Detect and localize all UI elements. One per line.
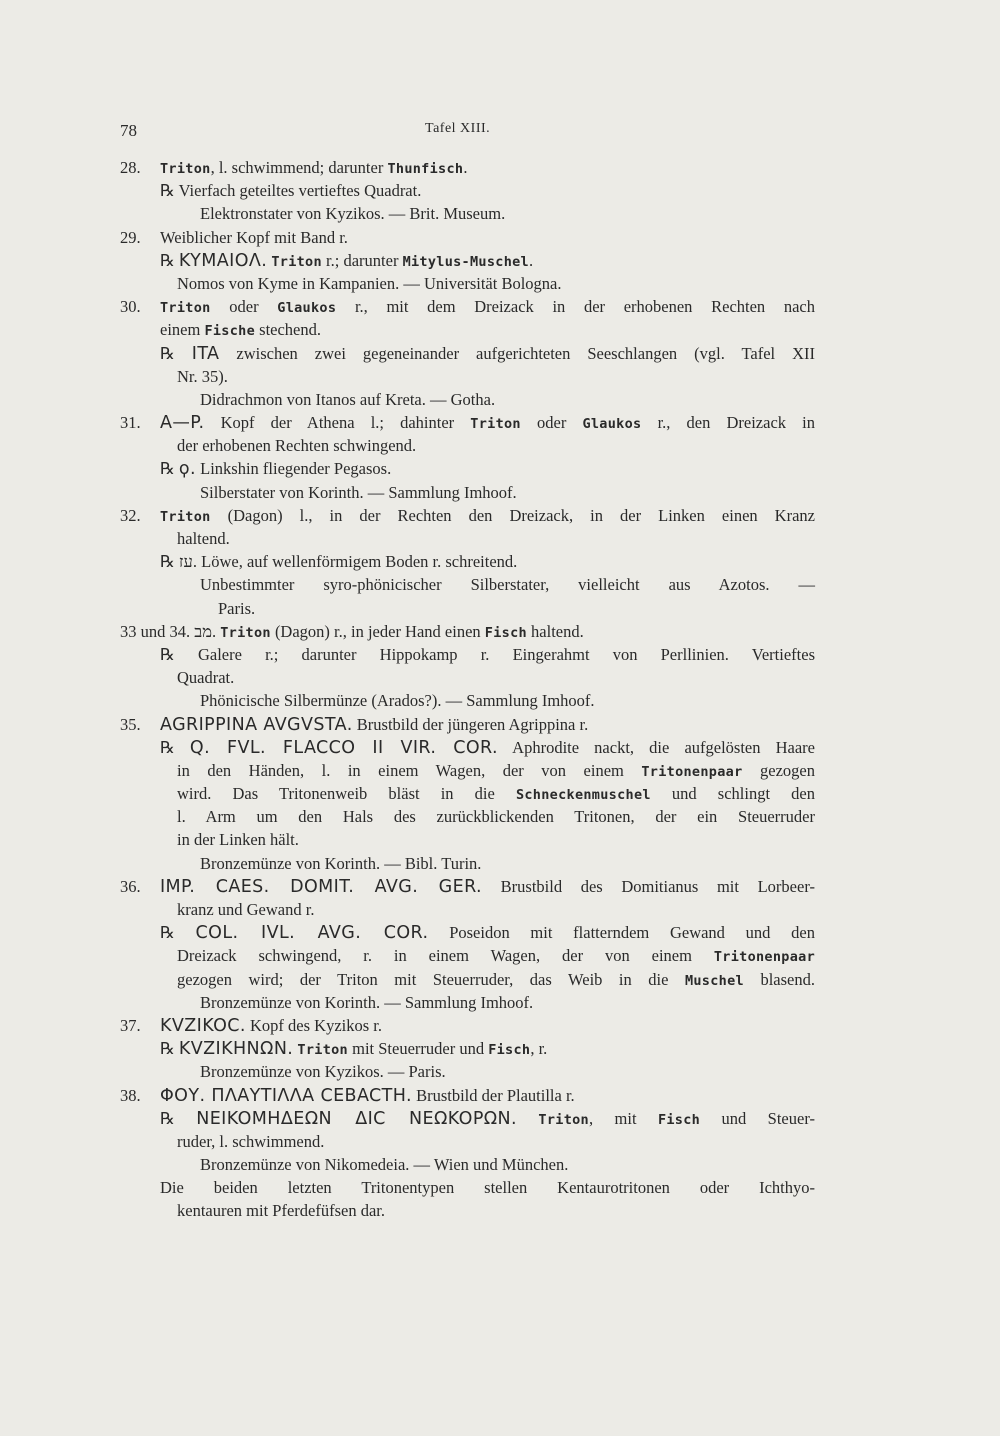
- text-line: [120, 713, 815, 736]
- text-line: [120, 875, 815, 898]
- text-run: ℞: [160, 250, 179, 270]
- text-run: ℞: [160, 923, 196, 943]
- text-run: haltend.: [526, 621, 584, 641]
- text-run: Weiblicher Kopf mit Band r.: [160, 227, 348, 247]
- text-run: Poseidon mit flatterndem Gewand und den: [428, 923, 815, 943]
- text-run: Nr. 35).: [177, 366, 228, 386]
- text-run: ℞: [160, 737, 190, 757]
- page-header: [120, 121, 820, 143]
- spaced-term: Fisch: [657, 1111, 701, 1128]
- text-run: und Steuer-: [700, 1108, 815, 1128]
- text-line: [120, 365, 815, 388]
- text-run: Brustbild des Domitianus mit Lorbeer-: [482, 876, 815, 896]
- text-line: [120, 921, 815, 944]
- text-run: Bronzemünze von Kyzikos. — Paris.: [200, 1062, 446, 1082]
- text-line: [120, 1199, 815, 1222]
- text-line: [120, 1037, 815, 1060]
- text-line: [120, 272, 815, 295]
- text-line: [120, 597, 815, 620]
- entry-number: 37.: [120, 1015, 141, 1035]
- text-line: [120, 179, 815, 202]
- text-line: [120, 457, 815, 480]
- plate-title: Tafel XIII.: [425, 121, 491, 136]
- text-run: Bronzemünze von Korinth. — Sammlung Imhoof.: [200, 992, 534, 1012]
- text-line: [120, 689, 815, 712]
- coin-legend: Q. FVL. FLACCO II VIR. COR.: [189, 737, 498, 758]
- text-run: ℞: [160, 343, 192, 363]
- text-run: r.; darunter: [321, 250, 403, 270]
- text-run: Kopf des Kyzikos r.: [245, 1015, 382, 1035]
- text-run: ℞ Vierfach geteiltes vertieftes Quadrat.: [160, 181, 422, 201]
- text-run: Brustbild der Plautilla r.: [411, 1085, 575, 1105]
- entry-number: 35.: [120, 714, 141, 734]
- text-run: kranz und Gewand r.: [177, 900, 315, 919]
- text-run: ℞ Galere r.; darunter Hippokamp r. Eingerahmt von Perllinien. Vertieftes: [160, 644, 815, 664]
- entry-number: 28.: [120, 158, 141, 177]
- spaced-term: Mitylus-Muschel: [402, 253, 529, 270]
- spaced-term: Muschel: [684, 972, 744, 989]
- text-line: [120, 1153, 815, 1176]
- text-run: oder: [210, 297, 278, 317]
- text-run: Bronzemünze von Nikomedeia. — Wien und München.: [200, 1155, 569, 1175]
- text-run: Kopf der Athena l.; dahinter: [204, 413, 471, 433]
- text-run: Didrachmon von Itanos auf Kreta. — Gotha.: [200, 389, 496, 409]
- text-run: , mit: [589, 1108, 658, 1128]
- text-run: , r.: [530, 1039, 548, 1059]
- text-run: oder: [520, 413, 583, 433]
- text-run: l. Arm um den Hals des zurückblickenden Tritonen, der ein Steuerruder: [177, 807, 815, 827]
- text-line: [120, 898, 815, 921]
- text-run: gezogen wird; der Triton mit Steuerruder, das Weib in die: [177, 969, 685, 989]
- spaced-term: Fische: [204, 323, 256, 340]
- spaced-term: Triton: [271, 253, 322, 270]
- text-line: [120, 1176, 815, 1199]
- text-line: [120, 805, 815, 828]
- coin-legend: ΦΟΥ. ΠΛΑΥΤΙΛΛΑ CEBACTH.: [160, 1085, 412, 1106]
- spaced-term: Triton: [160, 300, 211, 317]
- text-line: [120, 759, 815, 782]
- coin-legend: COL. IVL. AVG. COR.: [195, 923, 429, 944]
- text-line: [120, 991, 815, 1014]
- text-run: blasend.: [743, 969, 815, 989]
- text-run: Silberstater von Korinth. — Sammlung Imhoof.: [200, 482, 517, 502]
- text-run: ℞: [160, 1039, 179, 1059]
- text-run: Paris.: [218, 598, 256, 618]
- text-run: in den Händen, l. in einem Wagen, der von einem: [177, 760, 642, 780]
- entry-number: 36.: [120, 876, 141, 896]
- text-run: zwischen zwei gegeneinander aufgerichteten Seeschlangen (vgl. Tafel XII: [219, 343, 816, 363]
- coin-legend: KVZIKOC.: [160, 1015, 246, 1036]
- text-line: [120, 481, 815, 504]
- text-run: Aphrodite nackt, die aufgelösten Haare: [497, 737, 815, 757]
- text-line: [120, 202, 815, 225]
- text-run: Unbestimmter syro-phönicischer Silberstater, vielleicht aus Azotos. —: [200, 575, 815, 595]
- text-run: (Dagon) r., in jeder Hand einen: [270, 621, 485, 641]
- page-number: 78: [120, 121, 137, 140]
- text-run: Quadrat.: [177, 668, 235, 688]
- coin-legend: ϙ.: [178, 459, 196, 480]
- text-run: wird. Das Tritonenweib bläst in die: [177, 784, 516, 804]
- text-line: [120, 1060, 815, 1083]
- text-run: Phönicische Silbermünze (Arados?). — Sammlung Imhoof.: [200, 691, 595, 711]
- text-line: [120, 550, 815, 573]
- text-line: [120, 1107, 815, 1130]
- text-line: [120, 968, 815, 991]
- text-run: .: [528, 250, 534, 270]
- text-run: mit Steuerruder und: [347, 1039, 489, 1059]
- text-line: [120, 295, 815, 318]
- text-run: 33 und 34. מב.: [120, 621, 221, 641]
- text-run: (Dagon) l., in der Rechten den Dreizack, in der Linken einen Kranz: [210, 505, 815, 525]
- text-line: [120, 226, 815, 249]
- text-run: ℞: [160, 1108, 197, 1128]
- text-run: r., mit dem Dreizack in der erhobenen Rechten nach: [336, 297, 815, 317]
- text-line: [120, 411, 815, 434]
- text-run: [517, 1109, 538, 1128]
- text-line: [120, 573, 815, 596]
- text-run: gezogen: [742, 760, 815, 780]
- text-line: [120, 1130, 815, 1153]
- text-run: ℞: [160, 459, 179, 479]
- text-run: haltend.: [177, 529, 230, 548]
- spaced-term: Fisch: [484, 624, 527, 641]
- text-line: [120, 318, 815, 341]
- spaced-term: Tritonenpaar: [641, 763, 743, 780]
- spaced-term: Tritonenpaar: [713, 949, 815, 966]
- text-run: in der Linken hält.: [177, 830, 299, 850]
- coin-legend: AGRIPPINA AVGVSTA.: [160, 714, 353, 735]
- coin-legend: A—P.: [160, 413, 205, 434]
- text-run: einem: [160, 320, 205, 340]
- coin-legend: IMP. CAES. DOMIT. AVG. GER.: [160, 876, 483, 897]
- text-line: [120, 342, 815, 365]
- text-line: [120, 156, 815, 179]
- spaced-term: Triton: [160, 161, 211, 177]
- spaced-term: Triton: [297, 1042, 348, 1059]
- entry-number: 32.: [120, 505, 141, 525]
- spaced-term: Glaukos: [277, 300, 337, 317]
- spaced-term: Fisch: [488, 1042, 531, 1059]
- text-run: Dreizack schwingend, r. in einem Wagen, der von einem: [177, 946, 714, 966]
- text-run: Bronzemünze von Korinth. — Bibl. Turin.: [200, 853, 482, 873]
- text-line: [120, 527, 815, 550]
- spaced-term: Glaukos: [582, 416, 642, 433]
- spaced-term: Schneckenmuschel: [515, 787, 651, 804]
- entry-number: 31.: [120, 413, 141, 433]
- coin-legend: KVZIKHNΩN.: [178, 1039, 294, 1060]
- text-line: [120, 388, 815, 411]
- text-run: Die beiden letzten Tritonentypen stellen Kentaurotritonen oder Ichthyo-: [160, 1178, 815, 1198]
- text-line: [120, 643, 815, 666]
- text-run: Linkshin fliegender Pegasos.: [196, 459, 392, 479]
- text-line: [120, 249, 815, 272]
- text-run: ℞ עז. Löwe, auf wellenförmigem Boden r. schreitend.: [160, 552, 518, 572]
- text-line: [120, 666, 815, 689]
- entry-number: 30.: [120, 297, 141, 317]
- text-line: [120, 434, 815, 457]
- text-line: [120, 504, 815, 527]
- entry-number: 29.: [120, 227, 141, 247]
- spaced-term: Thunfisch: [387, 161, 464, 177]
- entry-number: 38.: [120, 1085, 141, 1105]
- text-run: r., den Dreizack in: [641, 413, 815, 433]
- coin-legend: ITA: [191, 343, 220, 364]
- catalogue-text: [120, 156, 815, 1223]
- text-run: , l. schwimmend; darunter: [210, 158, 388, 177]
- text-run: Elektronstater von Kyzikos. — Brit. Museum.: [200, 204, 506, 224]
- text-run: stechend.: [255, 320, 322, 340]
- text-run: ruder, l. schwimmend.: [177, 1131, 325, 1151]
- text-line: [120, 1014, 815, 1037]
- text-line: [120, 852, 815, 875]
- text-line: [120, 736, 815, 759]
- spaced-term: Triton: [220, 624, 271, 641]
- spaced-term: Triton: [470, 416, 521, 433]
- text-run: und schlingt den: [650, 784, 815, 804]
- coin-legend: KYMAIOΛ.: [178, 250, 268, 271]
- text-line: [120, 620, 815, 643]
- text-line: [120, 828, 815, 851]
- spaced-term: Triton: [538, 1111, 589, 1128]
- text-line: [120, 1084, 815, 1107]
- text-run: Brustbild der jüngeren Agrippina r.: [352, 714, 589, 734]
- text-run: Nomos von Kyme in Kampanien. — Universität Bologna.: [177, 273, 562, 293]
- coin-legend: NEIKOMHΔEΩN ΔIC NEΩKOPΩN.: [196, 1108, 517, 1129]
- text-line: [120, 782, 815, 805]
- text-run: kentauren mit Pferdefüfsen dar.: [177, 1201, 386, 1221]
- text-run: .: [463, 158, 468, 177]
- spaced-term: Triton: [160, 508, 211, 525]
- text-run: der erhobenen Rechten schwingend.: [177, 436, 417, 456]
- text-line: [120, 944, 815, 967]
